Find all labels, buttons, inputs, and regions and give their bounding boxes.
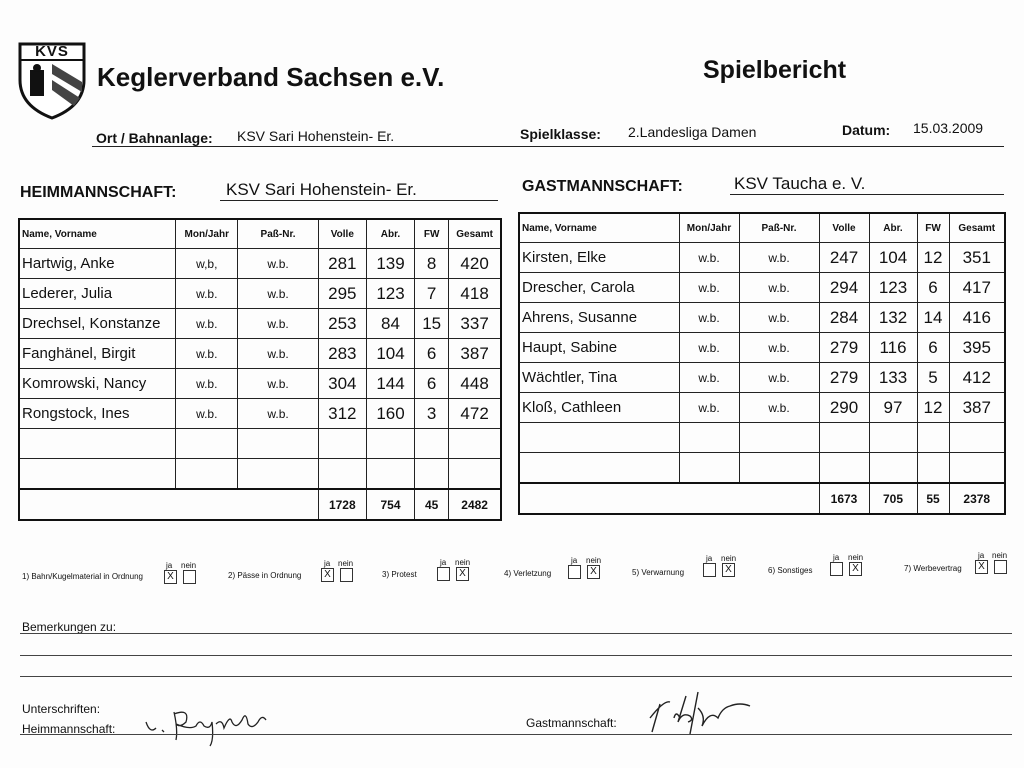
mon-jahr (679, 423, 739, 453)
player-name: Drescher, Carola (519, 273, 679, 303)
check-item-2 (228, 571, 301, 580)
mon-jahr: w.b. (176, 339, 238, 369)
player-name: Haupt, Sabine (519, 333, 679, 363)
table-row (519, 273, 1005, 303)
fw: 6 (917, 333, 949, 363)
gesamt: 387 (949, 393, 1005, 423)
player-name (519, 453, 679, 484)
mon-jahr (176, 459, 238, 490)
pass-nr: w.b. (238, 339, 318, 369)
remarks-line-3 (20, 676, 1012, 677)
pass-nr: w.b. (238, 279, 318, 309)
abr (869, 453, 917, 484)
volle (819, 423, 869, 453)
remarks-label: Bemerkungen zu: (22, 620, 117, 634)
mon-jahr (176, 429, 238, 459)
kvs-logo (16, 40, 88, 120)
abr: 133 (869, 363, 917, 393)
mon-jahr: w.b. (679, 363, 739, 393)
check-box-ja[interactable]: X (975, 560, 988, 574)
pass-nr (238, 459, 318, 490)
home-team-name: KSV Sari Hohenstein- Er. (226, 180, 417, 199)
pass-nr: w.b. (739, 333, 819, 363)
player-name: Ahrens, Susanne (519, 303, 679, 333)
logo-text: KVS (35, 43, 69, 60)
mon-jahr: w.b. (679, 273, 739, 303)
gesamt: 387 (449, 339, 501, 369)
col-monjahr-header: Mon/Jahr (176, 219, 238, 249)
check-item-6 (768, 566, 812, 575)
table-row (19, 459, 501, 490)
guest-header-row (519, 213, 1005, 243)
mon-jahr (679, 453, 739, 484)
abr: 123 (366, 279, 414, 309)
pass-nr: w.b. (739, 303, 819, 333)
mon-jahr: w.b. (679, 333, 739, 363)
col-monjahr-header: Mon/Jahr (679, 213, 739, 243)
org-name: Keglerverband Sachsen e.V. (97, 62, 445, 92)
gesamt (949, 423, 1005, 453)
check-box-nein[interactable] (340, 568, 353, 582)
abr: 97 (869, 393, 917, 423)
check-box-ja[interactable] (830, 562, 843, 576)
gesamt: 472 (449, 399, 501, 429)
fw: 6 (415, 339, 449, 369)
mon-jahr: w.b. (679, 303, 739, 333)
check-item-7 (904, 564, 962, 573)
col-volle-header: Volle (819, 213, 869, 243)
spielklasse-label: Spielklasse: (520, 126, 601, 142)
abr: 84 (366, 309, 414, 339)
volle: 247 (819, 243, 869, 273)
gesamt (449, 429, 501, 459)
table-row (519, 453, 1005, 484)
table-row (519, 393, 1005, 423)
doc-title: Spielbericht (703, 56, 847, 84)
no-label: nein (848, 553, 864, 562)
fw (917, 453, 949, 484)
col-name-header: Name, Vorname (19, 219, 176, 249)
pass-nr: w.b. (238, 249, 318, 279)
home-signature (140, 700, 280, 753)
table-row (19, 249, 501, 279)
guest-signature-label: Gastmannschaft: (526, 716, 617, 730)
guest-team-name: KSV Taucha e. V. (734, 174, 866, 193)
pass-nr: w.b. (238, 369, 318, 399)
volle: 279 (819, 333, 869, 363)
check-label: 2) Pässe in Ordnung (228, 571, 302, 580)
check-box-ja[interactable] (437, 567, 450, 581)
home-team-underline (220, 200, 498, 201)
total-volle: 1728 (318, 489, 366, 520)
check-label: 3) Protest (382, 570, 417, 579)
abr: 132 (869, 303, 917, 333)
col-passnr-header: Paß-Nr. (238, 219, 318, 249)
abr: 144 (366, 369, 414, 399)
col-volle-header: Volle (318, 219, 366, 249)
gesamt: 448 (449, 369, 501, 399)
yes-label: ja (440, 558, 447, 567)
table-row (19, 309, 501, 339)
check-item-1 (22, 572, 143, 581)
pass-nr: w.b. (739, 393, 819, 423)
volle: 284 (819, 303, 869, 333)
gesamt: 412 (949, 363, 1005, 393)
volle (318, 459, 366, 490)
home-header-row (19, 219, 501, 249)
check-box-nein[interactable]: X (456, 567, 469, 581)
player-name (19, 459, 176, 490)
volle: 283 (318, 339, 366, 369)
player-name: Rongstock, Ines (19, 399, 176, 429)
total-fw: 55 (917, 483, 949, 514)
check-label: 5) Verwarnung (632, 568, 685, 577)
col-fw-header: FW (917, 213, 949, 243)
volle: 312 (318, 399, 366, 429)
guest-signature-scribble (640, 688, 770, 738)
volle: 281 (318, 249, 366, 279)
pass-nr: w.b. (238, 309, 318, 339)
check-item-4 (504, 569, 551, 578)
col-gesamt-header: Gesamt (949, 213, 1005, 243)
pass-nr (739, 423, 819, 453)
volle (819, 453, 869, 484)
volle: 279 (819, 363, 869, 393)
check-box-nein[interactable] (994, 560, 1007, 574)
player-name: Hartwig, Anke (19, 249, 176, 279)
mon-jahr: w.b. (176, 369, 238, 399)
total-fw: 45 (415, 489, 449, 520)
signature-line (20, 734, 1012, 735)
no-label: nein (992, 551, 1008, 560)
volle: 304 (318, 369, 366, 399)
fw (415, 459, 449, 490)
pass-nr (739, 453, 819, 484)
check-label: 4) Verletzung (504, 569, 552, 578)
datum-value: 15.03.2009 (913, 120, 984, 136)
abr: 139 (366, 249, 414, 279)
mon-jahr: w,b, (176, 249, 238, 279)
table-row (519, 363, 1005, 393)
fw (917, 423, 949, 453)
player-name: Lederer, Julia (19, 279, 176, 309)
ort-value: KSV Sari Hohenstein- Er. (237, 128, 395, 144)
totals-spacer (19, 489, 318, 520)
table-row (19, 339, 501, 369)
table-row (519, 243, 1005, 273)
fw: 6 (415, 369, 449, 399)
table-row (19, 279, 501, 309)
col-abr-header: Abr. (869, 213, 917, 243)
fw: 12 (917, 393, 949, 423)
fw: 8 (415, 249, 449, 279)
volle: 290 (819, 393, 869, 423)
abr: 104 (869, 243, 917, 273)
no-label: nein (721, 554, 737, 563)
datum-label: Datum: (842, 122, 891, 138)
check-label: 1) Bahn/Kugelmaterial in Ordnung (22, 572, 143, 581)
check-item-5 (632, 568, 684, 577)
abr (366, 459, 414, 490)
table-row (519, 333, 1005, 363)
gesamt: 420 (449, 249, 501, 279)
abr: 104 (366, 339, 414, 369)
mon-jahr: w.b. (176, 309, 238, 339)
remarks-line-1 (20, 633, 1012, 634)
table-row (19, 429, 501, 459)
mon-jahr: w.b. (679, 243, 739, 273)
gesamt (449, 459, 501, 490)
pass-nr: w.b. (739, 363, 819, 393)
yes-label: ja (324, 559, 331, 568)
yes-label: ja (571, 556, 578, 565)
abr: 116 (869, 333, 917, 363)
fw (415, 429, 449, 459)
fw: 3 (415, 399, 449, 429)
check-box-nein[interactable]: X (849, 562, 862, 576)
table-row (19, 369, 501, 399)
check-box-ja[interactable]: X (164, 570, 177, 584)
guest-team-label: GASTMANNSCHAFT: (522, 178, 683, 195)
player-name: Kloß, Cathleen (519, 393, 679, 423)
gesamt: 418 (449, 279, 501, 309)
table-row (519, 423, 1005, 453)
home-signature-label: Heimmannschaft: (22, 722, 116, 736)
spielklasse-value: 2.Landesliga Damen (628, 124, 757, 140)
fw: 7 (415, 279, 449, 309)
abr (366, 429, 414, 459)
home-signature-scribble (140, 700, 280, 748)
mon-jahr: w.b. (176, 279, 238, 309)
total-gesamt: 2482 (449, 489, 501, 520)
volle: 294 (819, 273, 869, 303)
total-abr: 705 (869, 483, 917, 514)
signatures-label: Unterschriften: (22, 702, 101, 716)
guest-team-underline (730, 194, 1004, 195)
gesamt: 417 (949, 273, 1005, 303)
col-fw-header: FW (415, 219, 449, 249)
pass-nr: w.b. (739, 273, 819, 303)
check-box-nein[interactable] (183, 570, 196, 584)
volle: 295 (318, 279, 366, 309)
mon-jahr: w.b. (176, 399, 238, 429)
col-passnr-header: Paß-Nr. (739, 213, 819, 243)
col-name-header: Name, Vorname (519, 213, 679, 243)
table-row (19, 399, 501, 429)
gesamt: 416 (949, 303, 1005, 333)
ort-label: Ort / Bahnanlage: (96, 130, 213, 146)
no-label: nein (338, 559, 354, 568)
check-item-3 (382, 570, 417, 579)
col-abr-header: Abr. (366, 219, 414, 249)
fw: 14 (917, 303, 949, 333)
fw: 6 (917, 273, 949, 303)
table-row (519, 303, 1005, 333)
totals-spacer (519, 483, 819, 514)
volle (318, 429, 366, 459)
total-abr: 754 (366, 489, 414, 520)
check-box-nein[interactable]: X (722, 563, 735, 577)
pass-nr: w.b. (739, 243, 819, 273)
header-underline (92, 146, 1004, 147)
total-volle: 1673 (819, 483, 869, 514)
check-box-nein[interactable]: X (587, 565, 600, 579)
player-name: Fanghänel, Birgit (19, 339, 176, 369)
home-score-table (18, 218, 502, 521)
mon-jahr: w.b. (679, 393, 739, 423)
gesamt: 395 (949, 333, 1005, 363)
check-label: 6) Sonstiges (768, 566, 813, 575)
total-gesamt: 2378 (949, 483, 1005, 514)
player-name: Komrowski, Nancy (19, 369, 176, 399)
gesamt (949, 453, 1005, 484)
check-box-ja[interactable]: X (321, 568, 334, 582)
check-box-ja[interactable] (703, 563, 716, 577)
gesamt: 337 (449, 309, 501, 339)
player-name: Wächtler, Tina (519, 363, 679, 393)
volle: 253 (318, 309, 366, 339)
player-name (519, 423, 679, 453)
guest-totals-row (519, 483, 1005, 514)
no-label: nein (586, 556, 602, 565)
fw: 15 (415, 309, 449, 339)
fw: 12 (917, 243, 949, 273)
yes-label: ja (166, 561, 173, 570)
yes-label: ja (706, 554, 713, 563)
fw: 5 (917, 363, 949, 393)
pass-nr (238, 429, 318, 459)
abr: 123 (869, 273, 917, 303)
player-name: Drechsel, Konstanze (19, 309, 176, 339)
no-label: nein (181, 561, 197, 570)
yes-label: ja (833, 553, 840, 562)
pass-nr: w.b. (238, 399, 318, 429)
remarks-line-2 (20, 655, 1012, 656)
home-team-label: HEIMMANNSCHAFT: (20, 184, 177, 201)
yes-label: ja (978, 551, 985, 560)
home-totals-row (19, 489, 501, 520)
guest-score-table (518, 212, 1006, 515)
player-name: Kirsten, Elke (519, 243, 679, 273)
abr: 160 (366, 399, 414, 429)
abr (869, 423, 917, 453)
player-name (19, 429, 176, 459)
no-label: nein (455, 558, 471, 567)
col-gesamt-header: Gesamt (449, 219, 501, 249)
check-box-ja[interactable] (568, 565, 581, 579)
gesamt: 351 (949, 243, 1005, 273)
check-label: 7) Werbevertrag (904, 564, 962, 573)
